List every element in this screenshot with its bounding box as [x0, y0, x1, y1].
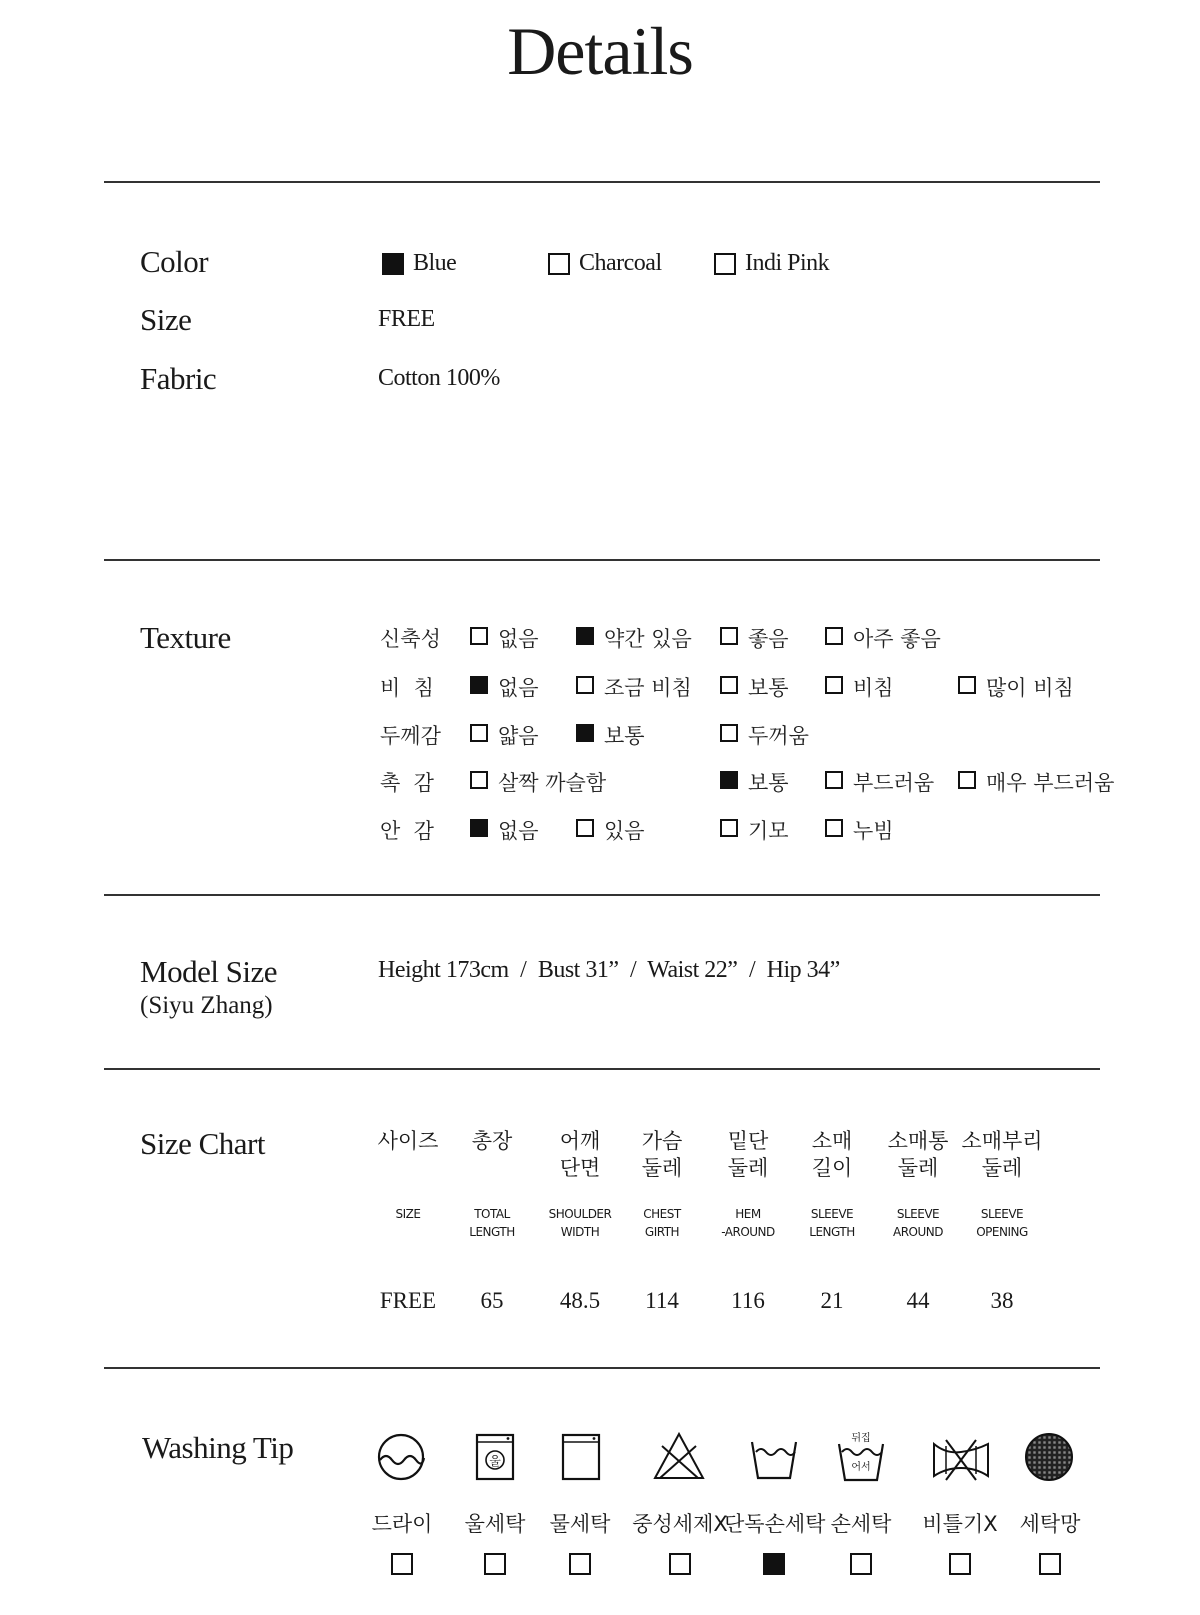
size-chart-header-en: [873, 1205, 963, 1241]
header-en-line2: AROUND: [893, 1225, 943, 1239]
washing-checkbox[interactable]: [484, 1553, 506, 1575]
washing-checkbox[interactable]: [1039, 1553, 1061, 1575]
texture-option-label: 누빔: [853, 819, 894, 843]
size-chart-value: 116: [731, 1288, 765, 1313]
divider: [104, 1068, 1100, 1070]
texture-option-label: 많이 비침: [986, 676, 1074, 700]
separator: /: [520, 957, 527, 983]
checkbox[interactable]: [720, 724, 738, 742]
model-size-label: Model Size: [140, 954, 278, 989]
hand-wash-icon: [834, 1430, 888, 1484]
texture-option-label: 매우 부드러움: [986, 771, 1115, 795]
texture-option-label: 조금 비침: [604, 676, 692, 700]
size-chart-header-kr: [703, 1128, 793, 1182]
checkbox[interactable]: [714, 253, 736, 275]
separator: /: [748, 957, 756, 983]
washing-tip-label: 물세탁: [549, 1512, 611, 1536]
texture-option-label: 아주 좋음: [853, 627, 941, 651]
water-wash-icon: [554, 1430, 608, 1484]
no-wring-icon: [930, 1432, 992, 1486]
washing-tip-label: 단독손세탁: [724, 1512, 826, 1536]
texture-option-label: 없음: [498, 627, 539, 651]
checkbox[interactable]: [720, 819, 738, 837]
header-kr-line1: 소매: [811, 1129, 853, 1153]
wool-wash-icon-text: 울: [489, 1454, 501, 1468]
checkbox[interactable]: [470, 627, 488, 645]
color-option-label: Indi Pink: [745, 250, 830, 276]
size-chart-header-en: [447, 1205, 537, 1241]
texture-option-label: 약간 있음: [604, 627, 692, 651]
model-name: (Siyu Zhang): [140, 992, 273, 1019]
size-chart-value: 114: [645, 1288, 679, 1313]
texture-option-label: 보통: [748, 771, 789, 795]
no-neutral-detergent-icon: [652, 1430, 706, 1484]
size-chart-header-en: [363, 1205, 453, 1223]
texture-option-label: 보통: [748, 676, 789, 700]
separator: /: [629, 957, 637, 983]
header-en-line1: SLEEVE: [896, 1207, 940, 1221]
divider: [104, 894, 1100, 896]
washing-tip-label: 울세탁: [464, 1512, 526, 1536]
texture-option-label: 있음: [604, 819, 645, 843]
header-en-line1: SHOULDER: [548, 1207, 612, 1221]
size-chart-value: 44: [906, 1288, 930, 1313]
texture-option-label: 없음: [498, 676, 539, 700]
header-kr-line1: 소매통: [887, 1129, 949, 1153]
header-en-line1: HEM: [735, 1207, 761, 1221]
header-kr-line1: 총장: [471, 1129, 513, 1153]
size-label: Size: [140, 302, 192, 337]
checkbox[interactable]: [825, 627, 843, 645]
checkbox[interactable]: [720, 627, 738, 645]
laundry-net-icon: [1022, 1430, 1076, 1484]
header-en-line2: OPENING: [976, 1225, 1028, 1239]
checkbox[interactable]: [576, 819, 594, 837]
washing-tip-label: 중성세제X: [632, 1512, 728, 1536]
header-kr-line2: 둘레: [981, 1156, 1023, 1180]
size-chart-header-en: [703, 1205, 793, 1241]
header-en-line1: SLEEVE: [810, 1207, 854, 1221]
washing-tip-label: 드라이: [371, 1512, 433, 1536]
washing-checkbox[interactable]: [763, 1553, 785, 1575]
checkbox[interactable]: [470, 819, 488, 837]
header-en-line2: WIDTH: [560, 1225, 600, 1239]
texture-row-name: 안 감: [380, 819, 434, 843]
header-kr-line1: 어깨: [559, 1129, 601, 1153]
texture-row-name: 비 침: [380, 676, 434, 700]
model-hip: Hip 34”: [766, 957, 840, 983]
page-title: Details: [507, 13, 693, 89]
checkbox[interactable]: [720, 771, 738, 789]
checkbox[interactable]: [470, 724, 488, 742]
size-chart-value: 21: [820, 1288, 844, 1313]
header-en-line2: GIRTH: [644, 1225, 680, 1239]
size-chart-header-en: [617, 1205, 707, 1241]
checkbox[interactable]: [825, 771, 843, 789]
wool-wash-icon: [468, 1430, 522, 1484]
washing-tip-label: 세탁망: [1019, 1512, 1081, 1536]
hand-wash-icon-text-1: 뒤집: [851, 1433, 871, 1444]
checkbox[interactable]: [720, 676, 738, 694]
size-chart-value: FREE: [379, 1288, 437, 1313]
size-chart-header-en: [787, 1205, 877, 1241]
washing-checkbox[interactable]: [949, 1553, 971, 1575]
washing-checkbox[interactable]: [850, 1553, 872, 1575]
size-value: FREE: [378, 306, 435, 332]
texture-option-label: 얇음: [498, 724, 539, 748]
texture-row-name: 촉 감: [380, 771, 434, 795]
checkbox[interactable]: [576, 724, 594, 742]
header-kr-line2: 둘레: [897, 1156, 939, 1180]
checkbox[interactable]: [548, 253, 570, 275]
checkbox[interactable]: [825, 676, 843, 694]
header-kr-line2: 둘레: [727, 1156, 769, 1180]
size-chart-value: 65: [480, 1288, 504, 1313]
header-kr-line1: 소매부리: [961, 1129, 1043, 1153]
header-en-line2: LENGTH: [809, 1225, 855, 1239]
size-chart-header-kr: [447, 1128, 537, 1155]
header-kr-line1: 사이즈: [377, 1129, 439, 1153]
header-en-line1: TOTAL: [474, 1207, 510, 1221]
texture-option-label: 부드러움: [853, 771, 935, 795]
dry-clean-icon: [374, 1430, 428, 1484]
header-kr-line2: 둘레: [641, 1156, 683, 1180]
texture-option-label: 없음: [498, 819, 539, 843]
texture-option-label: 비침: [853, 676, 894, 700]
texture-row-name: 두께감: [380, 724, 441, 748]
size-chart-header-kr: [957, 1128, 1047, 1182]
texture-option-label: 보통: [604, 724, 645, 748]
model-bust: Bust 31”: [537, 957, 619, 983]
size-chart-header-kr: [873, 1128, 963, 1182]
hand-wash-icon-text-2: 어서: [851, 1462, 871, 1473]
color-option-label: Charcoal: [579, 250, 662, 276]
texture-option-label: 좋음: [748, 627, 789, 651]
header-en-line1: CHEST: [643, 1207, 681, 1221]
size-chart-header-en: [957, 1205, 1047, 1241]
header-kr-line2: 단면: [559, 1156, 601, 1180]
washing-tip-label: Washing Tip: [142, 1430, 294, 1465]
size-chart-header-en: [535, 1205, 625, 1241]
size-chart-value: 38: [990, 1288, 1014, 1313]
model-measurements: [378, 957, 840, 984]
size-chart-value: 48.5: [559, 1288, 601, 1313]
texture-label: Texture: [140, 620, 231, 655]
model-waist: Waist 22”: [647, 957, 738, 983]
washing-checkbox[interactable]: [391, 1553, 413, 1575]
header-en-line1: SIZE: [395, 1207, 421, 1221]
checkbox[interactable]: [576, 676, 594, 694]
fabric-value: Cotton 100%: [378, 365, 500, 391]
model-height: Height 173cm: [378, 957, 509, 983]
size-chart-header-kr: [787, 1128, 877, 1182]
checkbox[interactable]: [576, 627, 594, 645]
size-chart-header-kr: [535, 1128, 625, 1182]
washing-tip-label: 비틀기X: [922, 1512, 998, 1536]
divider: [104, 181, 1100, 183]
separate-hand-wash-icon: [747, 1430, 801, 1484]
header-kr-line1: 가슴: [641, 1129, 683, 1153]
header-kr-line1: 밑단: [727, 1129, 769, 1153]
size-chart-label: Size Chart: [140, 1126, 265, 1161]
color-label: Color: [140, 244, 209, 279]
fabric-label: Fabric: [140, 361, 217, 396]
header-en-line1: SLEEVE: [980, 1207, 1024, 1221]
washing-tip-label: 손세탁: [830, 1512, 892, 1536]
divider: [104, 559, 1100, 561]
header-en-line2: LENGTH: [469, 1225, 515, 1239]
checkbox[interactable]: [825, 819, 843, 837]
texture-option-label: 두꺼움: [748, 724, 809, 748]
checkbox[interactable]: [470, 676, 488, 694]
size-chart-header-kr: [363, 1128, 453, 1155]
washing-checkbox[interactable]: [569, 1553, 591, 1575]
header-kr-line2: 길이: [811, 1156, 853, 1180]
header-en-line2: -AROUND: [721, 1225, 775, 1239]
color-option-label: Blue: [413, 250, 457, 276]
texture-option-label: 기모: [748, 819, 789, 843]
divider: [104, 1367, 1100, 1369]
checkbox[interactable]: [470, 771, 488, 789]
checkbox[interactable]: [958, 676, 976, 694]
texture-option-label: 살짝 까슬함: [498, 771, 607, 795]
washing-checkbox[interactable]: [669, 1553, 691, 1575]
checkbox[interactable]: [382, 253, 404, 275]
size-chart-header-kr: [617, 1128, 707, 1182]
checkbox[interactable]: [958, 771, 976, 789]
texture-row-name: 신축성: [380, 627, 441, 651]
